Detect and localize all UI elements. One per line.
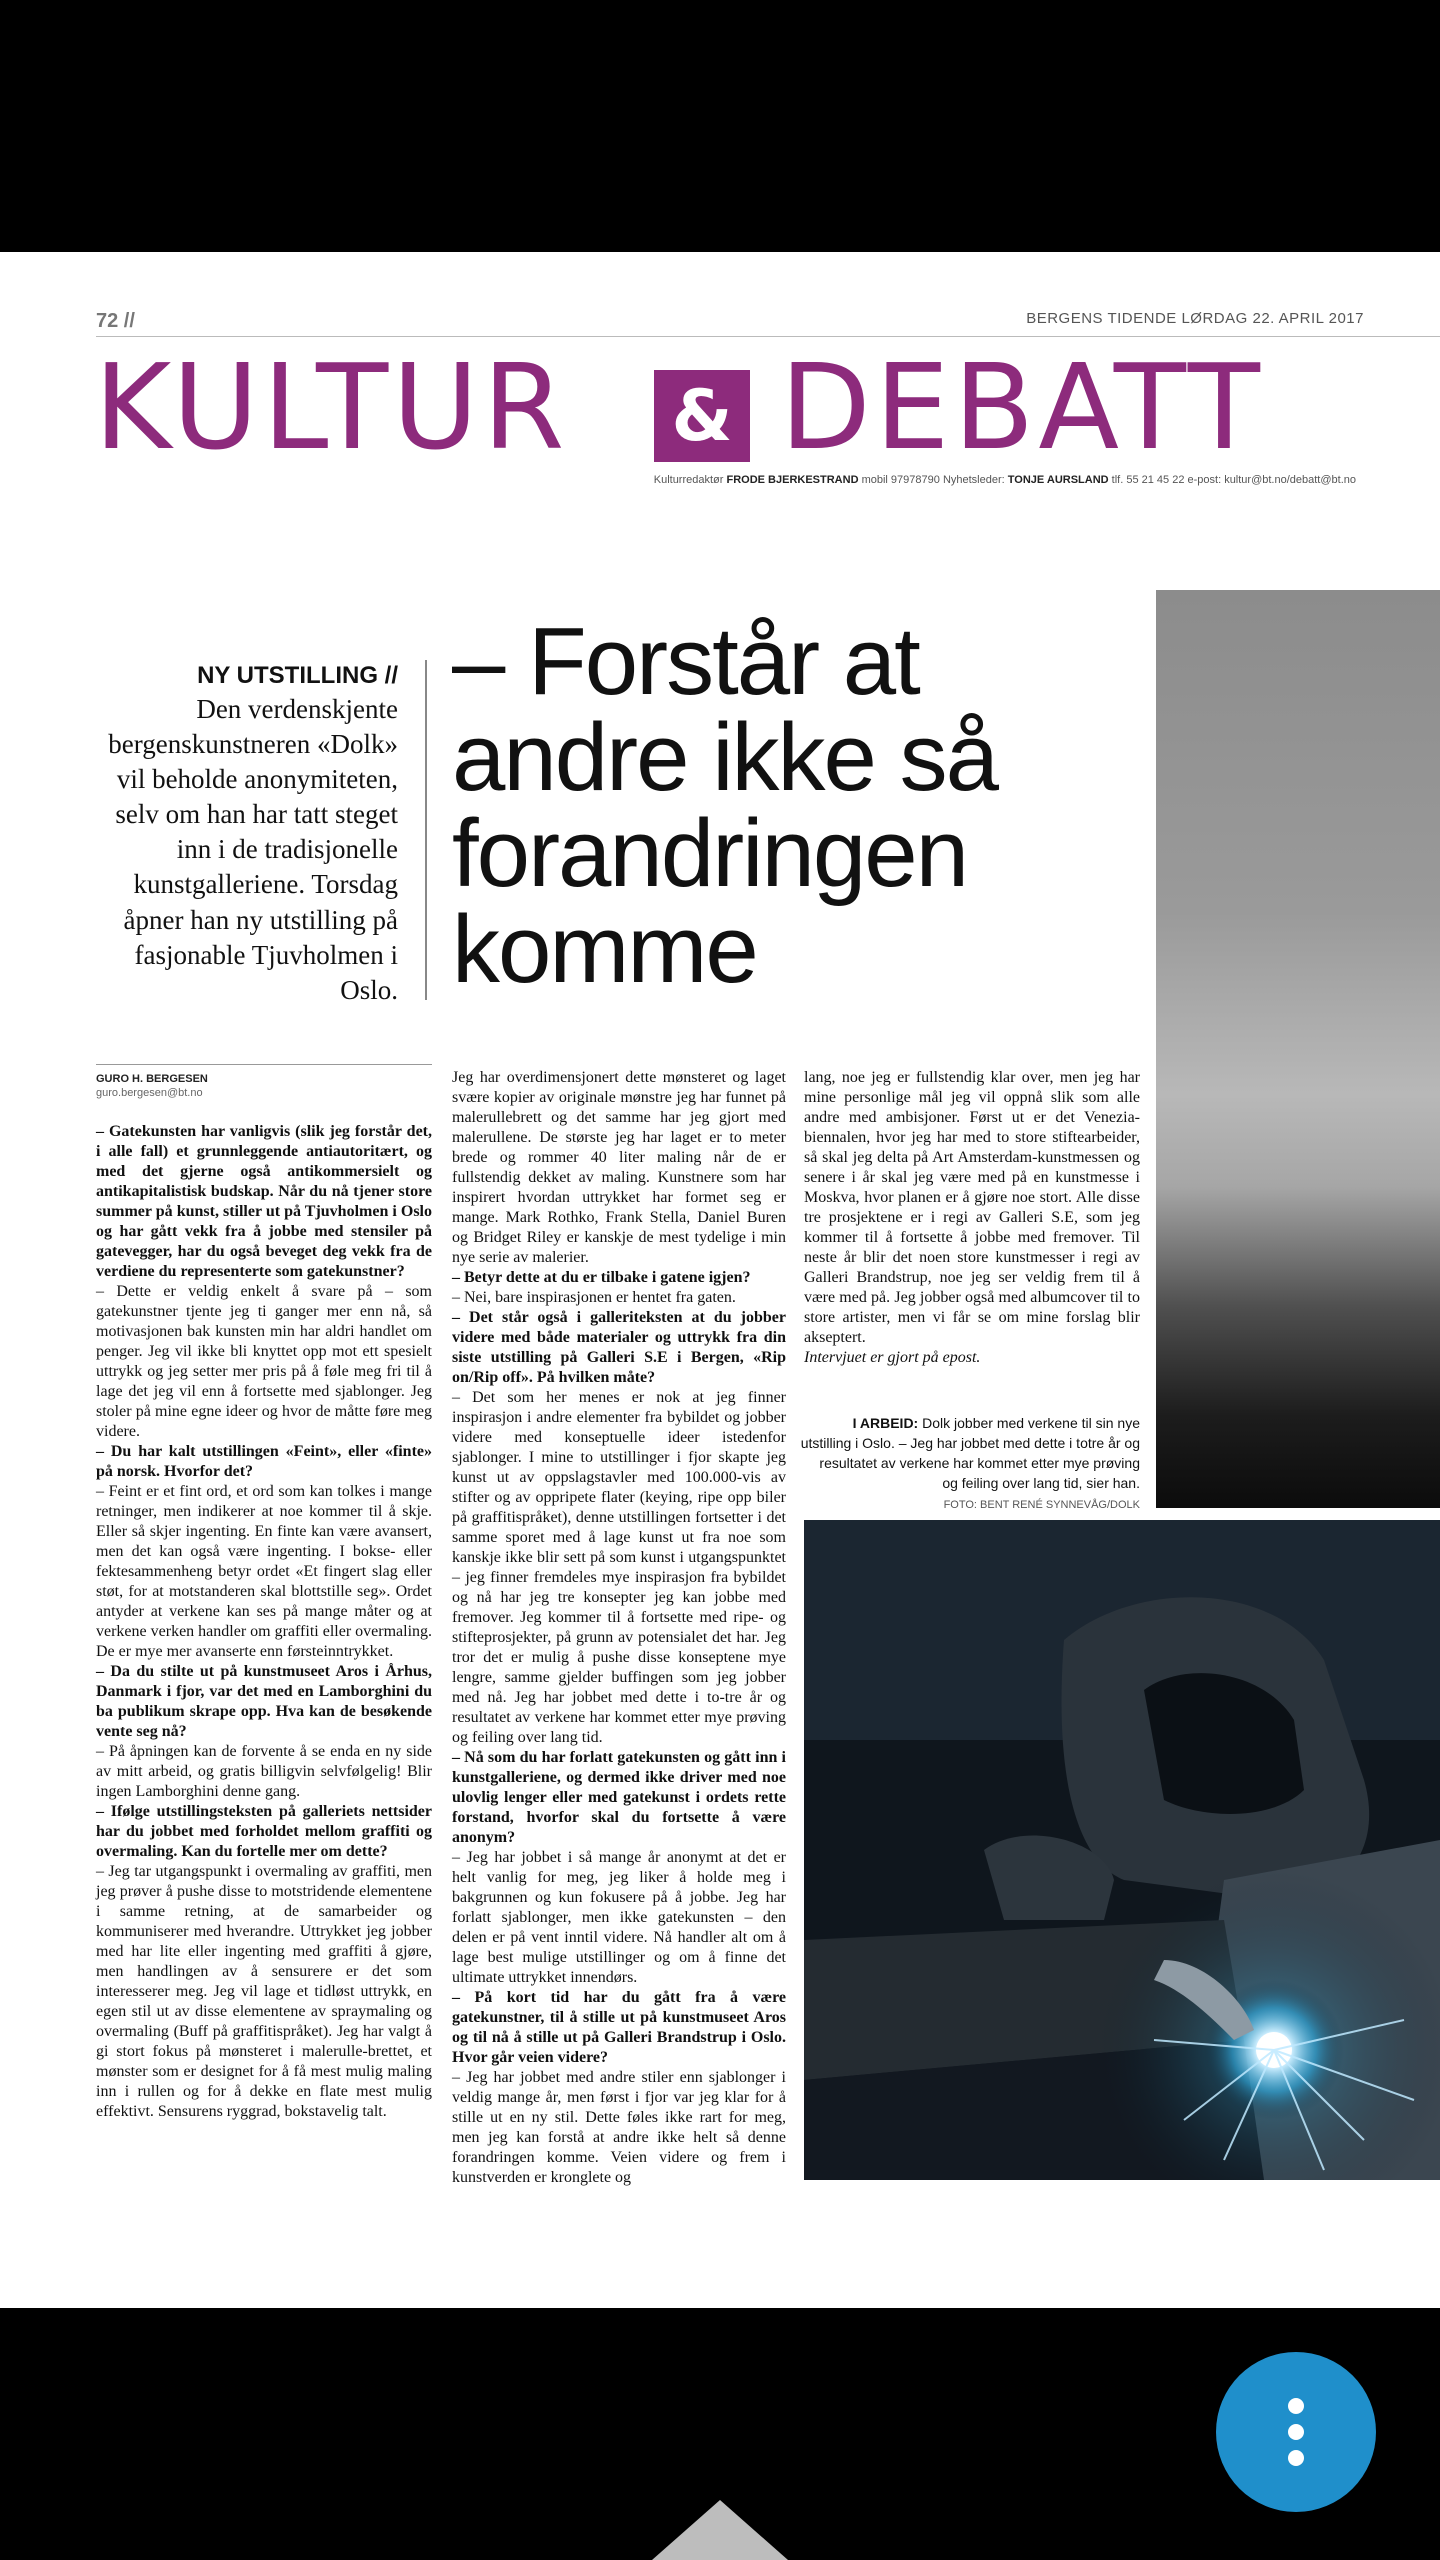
byline-rule (96, 1064, 432, 1065)
interview-answer: lang, noe jeg er fullstendig klar over, men jeg har mine personlige mål jeg vil oppnå slik som alle andre med ambisjoner. Først ut er det Venezia-biennalen, hvor jeg har med to store stiftearbeider, så skal jeg delta på Art Amsterdam-kunstmessen og senere i år skal jeg være med på en kunstmesse i Moskva, hvor planen er å gjøre noe stort. Alle disse tre prosjektene er i regi av Galleri S.E, som jeg kommer til å fortsette å jobbe med fremover. Til neste år blir det noen store kunstmesser i regi av Galleri Brandstrup, noe jeg ser veldig frem til å være med på. Jeg jobber også med albumcover til to store artister, men vi får se om mine forslag blir akseptert. (804, 1069, 1140, 1346)
publication-date: BERGENS TIDENDE LØRDAG 22. APRIL 2017 (1026, 310, 1364, 327)
more-options-button[interactable] (1216, 2352, 1376, 2512)
byline (96, 1072, 432, 1101)
article-column-3 (804, 1068, 1140, 1368)
article-kicker (96, 662, 398, 1008)
author-email: guro.bergesen@bt.no (96, 1087, 203, 1100)
header-rule (96, 336, 1440, 337)
scroll-up-handle[interactable] (652, 2500, 788, 2560)
interview-question: – På kort tid har du gått fra å være gatekunstner, til å stille ut på kunstmuseet Aros og til nå å stille ut på Galleri Brandstrup i Oslo. Hvor går veien videre? (452, 1989, 786, 2066)
newspaper-page (0, 252, 1440, 2308)
more-vert-icon-dot (1288, 2424, 1304, 2440)
welding-scene-graphic (804, 1520, 1440, 2180)
interview-question: – Betyr dette at du er tilbake i gatene igjen? (452, 1269, 751, 1286)
interview-question: – Nå som du har forlatt gatekunsten og gått inn i kunstgalleriene, og dermed ikke driver med noe ulovlig lenger eller med gatekunst i ordets rette forstand, hvorfor skal du fortsette å være anonym? (452, 1749, 786, 1846)
interview-answer: – Jeg har jobbet i så mange år anonymt at det er helt vanlig for meg, jeg liker å holde meg i bakgrunnen og kun fokusere på å jobbe. Jeg har forlatt sjablonger, men ikke gatekunsten – den delen er på vent inntil videre. Nå handler alt om å lage best mulige utstillinger og om å finne det ultimate uttrykket innendørs. (452, 1849, 786, 1986)
author-name: GURO H. BERGESEN (96, 1073, 208, 1085)
interview-question: – Da du stilte ut på kunstmuseet Aros i Århus, Danmark i fjor, var det med en Lamborghini du ba publikum skrape opp. Hva kan de besøkende vente seg nå? (96, 1663, 432, 1740)
interview-question: – Ifølge utstillingsteksten på galleriets nettsider har du jobbet med forholdet mellom graffiti og overmaling. Kan du fortelle mer om dette? (96, 1803, 432, 1860)
masthead-kultur: KULTUR (94, 338, 569, 476)
photo-caption (800, 1414, 1140, 1513)
interview-answer: – Nei, bare inspirasjonen er hentet fra gaten. (452, 1289, 736, 1306)
masthead-debatt: DEBATT (780, 338, 1265, 476)
kicker-label: NY UTSTILLING // (197, 662, 398, 689)
kicker-divider (425, 660, 427, 1000)
interview-answer: Jeg har overdimensjonert dette mønsteret og laget svære kopier av originale mønstre jeg har funnet på malerullebrett og det samme har jeg gjort med malerullene. De største jeg har laget er to meter brede og rommer 40 liter maling når de er fullstendig dekket av maling. Kunstnere som har inspirert hvordan uttrykket har formet seg er mange. Mark Rothko, Frank Stella, Daniel Buren og Bridget Riley er kanskje de mest tydelige i min nye serie av malerier. (452, 1069, 786, 1266)
more-vert-icon (1288, 2398, 1304, 2414)
kicker-text: Den verdenskjente bergenskunstneren «Dolk» vil beholde anonymiteten, selv om han har tatt steget inn i de tradisjonelle kunstgalleriene. Torsdag åpner han ny utstilling på fasjonable Tjuvholmen i Oslo. (108, 694, 398, 1005)
editor-credits: Kulturredaktør FRODE BJERKESTRAND mobil 97978790 Nyhetsleder: TONJE AURSLAND tlf. 55 21 45 22 e-post: kultur@bt.no/debatt@bt.no (653, 474, 1356, 486)
interview-answer: – Jeg har jobbet med andre stiler enn sjablonger i veldig mange år, men først i fjor var jeg klar for å stille ut en ny stil. Dette føles ikke rart for meg, men jeg kan forstå at andre ikke helt så denne forandringen komme. Veien videre og frem i kunstverden er kronglete og (452, 2069, 786, 2186)
page-number: 72 // (96, 310, 135, 332)
interview-answer: – På åpningen kan de forvente å se enda en ny side av mitt arbeid, og gratis billigvin selvfølgelig! Blir ingen Lamborghini denne gang. (96, 1743, 432, 1800)
interview-question: – Gatekunsten har vanligvis (slik jeg forstår det, i alle fall) et grunnleggende antiautoritært, og med det gjerne også antikommersielt og antikapitalistisk budskap. Når du nå tjener store summer på kunst, stiller ut på Tjuvholmen i Oslo og har gått vekk fra å jobbe med stensiler på gatevegger, har du også beveget deg vekk fra de verdiene du representerte som gatekunstner? (96, 1123, 432, 1280)
interview-answer: – Det som her menes er nok at jeg finner inspirasjon i andre elementer fra bybildet og jobber videre med konseptuelle ideer istedenfor sjablonger. I mine to utstillinger i fjor skapte jeg kunst ut av oppslagstavler med 100.000-vis av stifter og av oppripete flater (keying, ripe opp biler på graffitispråket), denne utstillingen fortsetter i det samme sporet med å lage kunst ut fra noe som kanskje ikke blir sett på som kunst i utgangspunktet – jeg finner fremdeles mye inspirasjon fra bybildet og nå har jeg tre konsepter jeg kan jobbe med fremover. Jeg kommer til å fortsette med ripe- og stifteprosjekter, på grunn av potensialet det har. Jeg tror det er mulig å pushe disse konseptene mye lengre, samme gjelder buffingen som jeg jobber med nå. Jeg har jobbet med dette i to-tre år og resultatet av verkene har kommet etter mye prøving og feiling over lang tid. (452, 1389, 786, 1746)
caption-label: I ARBEID: (852, 1415, 919, 1431)
artwork-photo (1156, 590, 1440, 1508)
interview-question: – Det står også i galleriteksten at du jobber videre med både materialer og uttrykk fra din siste utstilling på Galleri S.E i Bergen, «Rip on/Rip off». På hvilken måte? (452, 1309, 786, 1386)
masthead-ampersand: & (654, 370, 750, 462)
interview-answer: Intervjuet er gjort på epost. (804, 1349, 981, 1366)
photo-credit: FOTO: BENT RENÉ SYNNEVÅG/DOLK (943, 1498, 1140, 1511)
article-column-2 (452, 1068, 786, 2188)
interview-answer: – Jeg tar utgangspunkt i overmaling av graffiti, men jeg prøver å pushe disse to motstridende elementene i samme retning, at de samarbeider og kommuniserer med hverandre. Uttrykket jeg jobber med har lite eller ingenting med graffiti å gjøre, men handlingen av å sensurere er det som interesserer meg. Jeg vil lage et tidløst uttrykk, en egen stil ut av disse elementene av spraymaling og overmaling (Buff på graffitispråket). Jeg har valgt å gi stort fokus på mønsteret i malerulle-brettet, et mønster som er designet for å få mest mulig maling inn i rullen og for å dekke en flate mest mulig effektivt. Sensurens ryggrad, bokstavelig talt. (96, 1863, 432, 2120)
caption-text: Dolk jobber med verkene til sin nye utstilling i Oslo. – Jeg har jobbet med dette i totre år og resultatet av verkene har kommet etter mye prøving og feiling over lang tid, sier han. (800, 1415, 1140, 1491)
article-column-1 (96, 1122, 432, 2122)
article-headline: – Forstår at andre ikke så forandringen komme (452, 608, 997, 1003)
interview-question: – Du har kalt utstillingen «Feint», eller «finte» på norsk. Hvorfor det? (96, 1443, 432, 1480)
interview-answer: – Dette er veldig enkelt å svare på – som gatekunstner tjente jeg ti ganger mer enn nå, så motivasjonen bak kunsten min har aldri handlet om penger. Jeg vil ikke bli knyttet opp mot ett spesielt uttrykk og jeg setter mer pris på å føle meg fri til å lage det jeg vil enn å fortsette med sjablonger. Jeg stoler på mine egne ideer og hvor de måtte føre meg videre. (96, 1283, 432, 1440)
interview-answer: – Feint er et fint ord, et ord som kan tolkes i mange retninger, men indikerer at noe kommer til å skje. Eller så skjer ingenting. En finte kan være avansert, men det kan også være ingenting. I bokse- eller fektesammenheng betyr ordet «Et fingert slag eller støt, for at motstanderen skal blottstille seg». Ordet antyder at verkene kan ses på mange måter og at verkene verken handler om graffiti eller overmaling. De er mye mer avanserte enn førsteinntrykket. (96, 1483, 433, 1660)
more-vert-icon-dot (1288, 2450, 1304, 2466)
welding-photo (804, 1520, 1440, 2180)
section-masthead (94, 338, 1304, 478)
